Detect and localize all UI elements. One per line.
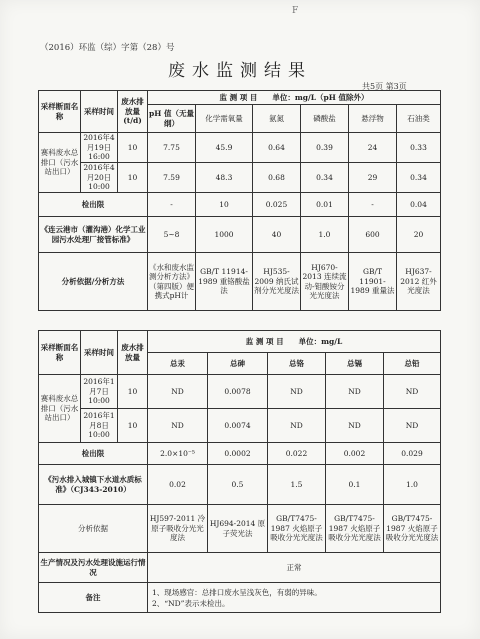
document-number: （2016）环监（综）字第（28）号: [40, 43, 175, 53]
table-row: [39, 253, 441, 311]
standard-label: 《连云港市（灌沟港）化学工业园污水处理厂接管标准》: [39, 217, 148, 253]
value-cell: 48.3: [196, 163, 253, 193]
value-cell: 0.64: [253, 133, 301, 163]
value-cell: 0.0002: [208, 443, 268, 465]
method-label: 分析依据/分析方法: [39, 253, 148, 311]
method-cell: GB/T7475-1987 火焰原子吸收分光光度法: [384, 505, 441, 553]
table-row: [39, 465, 441, 505]
value-cell: 0.029: [384, 443, 441, 465]
value-cell: 29: [349, 163, 397, 193]
method-cell: GB/T 11914-1989 重铬酸盐法: [196, 253, 253, 311]
value-cell: -: [148, 193, 196, 217]
header-flow: 废水排放量(t/d): [118, 91, 148, 133]
value-cell: 7.59: [148, 163, 196, 193]
scan-mark: F: [292, 6, 299, 16]
value-cell: 0.0078: [208, 375, 268, 409]
value-cell: -: [349, 193, 397, 217]
method-label: 分析依据: [39, 505, 148, 553]
sampling-point-cell: 赛科废水总排口（污水站出口）: [39, 133, 81, 193]
param-header: 总铬: [268, 353, 326, 375]
value-cell: ND: [268, 375, 326, 409]
flow-cell: 10: [118, 133, 148, 163]
table-row: [39, 409, 441, 443]
value-cell: 0.5: [208, 465, 268, 505]
table-row: [39, 443, 441, 465]
standard-label: 《污水排入城镇下水道水质标准》（CJ343-2010）: [39, 465, 148, 505]
value-cell: 1.0: [301, 217, 349, 253]
method-cell: HJ670-2013 连续流动-钼酸铵分光光度法: [301, 253, 349, 311]
results-table-1: [38, 90, 441, 311]
header-sampling-time: 采样时间: [81, 91, 118, 133]
header-sampling-point: 采样断面名称: [39, 91, 81, 133]
remarks-cell: [148, 583, 441, 613]
value-cell: ND: [326, 409, 384, 443]
value-cell: 40: [253, 217, 301, 253]
table-row: [39, 375, 441, 409]
param-header: 悬浮物: [349, 105, 397, 133]
value-cell: ND: [326, 375, 384, 409]
value-cell: ND: [148, 375, 208, 409]
param-header: 磷酸盐: [301, 105, 349, 133]
table-row: [39, 553, 441, 583]
param-header: 总铅: [384, 353, 441, 375]
value-cell: 0.0074: [208, 409, 268, 443]
param-header: 总砷: [208, 353, 268, 375]
table-row: [39, 583, 441, 613]
param-header: 石油类: [397, 105, 441, 133]
remark-line: 2、“ND”表示未检出。: [152, 598, 230, 608]
value-cell: 2.0×10⁻⁵: [148, 443, 208, 465]
value-cell: 24: [349, 133, 397, 163]
header-monitoring-items: 监 测 项 目 单位：mg/L: [148, 331, 441, 353]
value-cell: 45.9: [196, 133, 253, 163]
param-header: 氨氮: [253, 105, 301, 133]
time-cell: 2016年1月7日10:00: [81, 375, 118, 409]
value-cell: 0.02: [148, 465, 208, 505]
value-cell: 1.5: [268, 465, 326, 505]
header-flow: 废水排放量: [118, 331, 148, 375]
value-cell: 0.34: [397, 163, 441, 193]
header-sampling-time: 采样时间: [81, 331, 118, 375]
flow-cell: 10: [118, 375, 148, 409]
value-cell: 600: [349, 217, 397, 253]
method-cell: HJ694-2014 原子荧光法: [208, 505, 268, 553]
value-cell: 7.75: [148, 133, 196, 163]
detection-limit-label: 检出限: [39, 443, 148, 465]
value-cell: 5~8: [148, 217, 196, 253]
method-cell: GB/T 11901-1989 重量法: [349, 253, 397, 311]
value-cell: 0.39: [301, 133, 349, 163]
time-cell: 2016年4月19日16:00: [81, 133, 118, 163]
value-cell: ND: [384, 409, 441, 443]
method-cell: HJ637-2012 红外光度法: [397, 253, 441, 311]
method-cell: 《水和废水监测分析方法》（第四版）便携式pH计: [148, 253, 196, 311]
table-row: [39, 163, 441, 193]
flow-cell: 10: [118, 163, 148, 193]
production-label: 生产情况及污水处理设施运行情况: [39, 553, 148, 583]
param-header: 化学需氧量: [196, 105, 253, 133]
flow-cell: 10: [118, 409, 148, 443]
production-value: 正常: [148, 553, 441, 583]
value-cell: 0.33: [397, 133, 441, 163]
page-info: 共5页 第3页: [362, 82, 407, 91]
value-cell: 0.1: [326, 465, 384, 505]
value-cell: ND: [148, 409, 208, 443]
value-cell: 1.0: [384, 465, 441, 505]
value-cell: 0.68: [253, 163, 301, 193]
results-table-2: [38, 330, 441, 613]
time-cell: 2016年1月8日10:00: [81, 409, 118, 443]
table-row: [39, 193, 441, 217]
value-cell: 10: [196, 193, 253, 217]
table-row: [39, 133, 441, 163]
value-cell: 0.34: [301, 163, 349, 193]
value-cell: ND: [384, 375, 441, 409]
param-header: pH 值（无量纲）: [148, 105, 196, 133]
value-cell: 0.01: [301, 193, 349, 217]
value-cell: 0.04: [397, 193, 441, 217]
value-cell: ND: [268, 409, 326, 443]
page-title: 废水监测结果: [168, 61, 312, 81]
header-sampling-point: 采样断面名称: [39, 331, 81, 375]
time-cell: 2016年4月20日10:00: [81, 163, 118, 193]
table-row: [39, 217, 441, 253]
remarks-label: 备注: [39, 583, 148, 613]
value-cell: 1000: [196, 217, 253, 253]
sampling-point-cell: 赛科废水总排口（污水站出口）: [39, 375, 81, 443]
param-header: 总汞: [148, 353, 208, 375]
detection-limit-label: 检出限: [39, 193, 148, 217]
value-cell: 0.002: [326, 443, 384, 465]
value-cell: 0.025: [253, 193, 301, 217]
method-cell: HJ535-2009 纳氏试剂分光光度法: [253, 253, 301, 311]
param-header: 总镉: [326, 353, 384, 375]
header-monitoring-items: 监 测 项 目 单位：mg/L（pH 值除外）: [148, 91, 441, 105]
method-cell: GB/T7475-1987 火焰原子吸收分光光度法: [268, 505, 326, 553]
value-cell: 20: [397, 217, 441, 253]
table-row: [39, 505, 441, 553]
method-cell: GB/T7475-1987 火焰原子吸收分光光度法: [326, 505, 384, 553]
method-cell: HJ597-2011 冷原子吸收分光光度法: [148, 505, 208, 553]
value-cell: 0.022: [268, 443, 326, 465]
remark-line: 1、现场感官：总排口废水呈浅灰色，有弱的异味。: [152, 587, 322, 597]
